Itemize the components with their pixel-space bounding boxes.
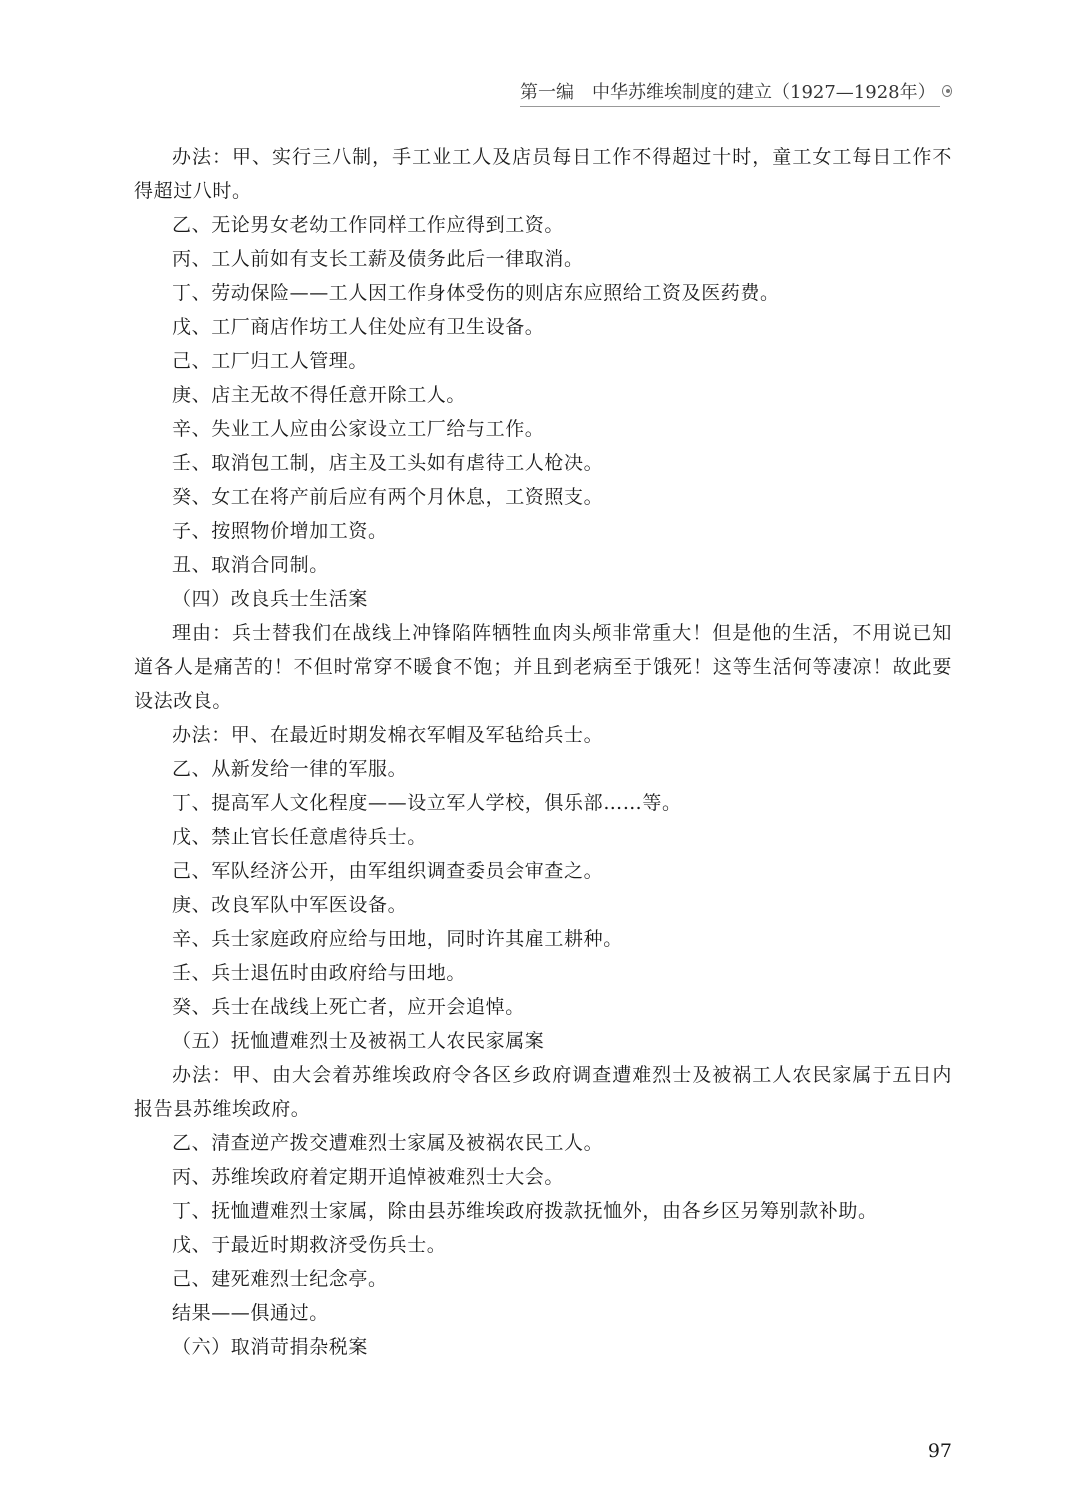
running-header-title: 第一编 中华苏维埃制度的建立（1927—1928年） (520, 82, 936, 103)
paragraph: 结果——俱通过。 (172, 1302, 329, 1324)
paragraph: 理由：兵士替我们在战线上冲锋陷阵牺牲血肉头颅非常重大！但是他的生活，不用说已知道各人是痛苦的！不但时常穿不暖食不饱；并且到老病至于饿死！这等生活何等凄凉！故此要设法改良。 (134, 622, 952, 712)
body-text (134, 140, 952, 1364)
running-header (520, 76, 952, 106)
section-heading: （六）取消苛捐杂税案 (172, 1336, 369, 1358)
paragraph: 癸、兵士在战线上死亡者，应开会追悼。 (172, 996, 525, 1018)
paragraph: 丁、劳动保险——工人因工作身体受伤的则店东应照给工资及医药费。 (172, 282, 780, 304)
page-number: 97 (927, 1440, 952, 1462)
section-heading: （四）改良兵士生活案 (172, 588, 369, 610)
paragraph: 己、工厂归工人管理。 (172, 350, 369, 372)
section-heading: （五）抚恤遭难烈士及被祸工人农民家属案 (172, 1030, 545, 1052)
paragraph: 子、按照物价增加工资。 (172, 520, 388, 542)
paragraph: 癸、女工在将产前后应有两个月休息，工资照支。 (172, 486, 604, 508)
paragraph: 办法：甲、由大会着苏维埃政府令各区乡政府调查遭难烈士及被祸工人农民家属于五日内报告县苏维埃政府。 (134, 1064, 952, 1120)
paragraph: 办法：甲、在最近时期发棉衣军帽及军毡给兵士。 (172, 724, 604, 746)
paragraph: 戊、工厂商店作坊工人住处应有卫生设备。 (172, 316, 545, 338)
paragraph: 丁、提高军人文化程度——设立军人学校，俱乐部……等。 (172, 792, 682, 814)
paragraph: 丑、取消合同制。 (172, 554, 329, 576)
paragraph: 办法：甲、实行三八制，手工业工人及店员每日工作不得超过十时，童工女工每日工作不得超过八时。 (134, 146, 952, 202)
paragraph: 丙、苏维埃政府着定期开追悼被难烈士大会。 (172, 1166, 565, 1188)
paragraph: 丁、抚恤遭难烈士家属，除由县苏维埃政府拨款抚恤外，由各乡区另筹别款补助。 (172, 1200, 878, 1222)
paragraph: 庚、店主无故不得任意开除工人。 (172, 384, 467, 406)
circle-ornament-icon (942, 85, 952, 97)
paragraph: 乙、清查逆产拨交遭难烈士家属及被祸农民工人。 (172, 1132, 604, 1154)
paragraph: 戊、于最近时期救济受伤兵士。 (172, 1234, 447, 1256)
paragraph: 辛、失业工人应由公家设立工厂给与工作。 (172, 418, 545, 440)
paragraph: 丙、工人前如有支长工薪及债务此后一律取消。 (172, 248, 584, 270)
paragraph: 戊、禁止官长任意虐待兵士。 (172, 826, 427, 848)
paragraph: 己、建死难烈士纪念亭。 (172, 1268, 388, 1290)
header-rule (520, 106, 940, 107)
paragraph: 己、军队经济公开，由军组织调查委员会审查之。 (172, 860, 604, 882)
paragraph: 乙、从新发给一律的军服。 (172, 758, 408, 780)
paragraph: 壬、取消包工制，店主及工头如有虐待工人枪决。 (172, 452, 604, 474)
paragraph: 壬、兵士退伍时由政府给与田地。 (172, 962, 467, 984)
paragraph: 庚、改良军队中军医设备。 (172, 894, 408, 916)
paragraph: 乙、无论男女老幼工作同样工作应得到工资。 (172, 214, 565, 236)
paragraph: 辛、兵士家庭政府应给与田地，同时许其雇工耕种。 (172, 928, 623, 950)
